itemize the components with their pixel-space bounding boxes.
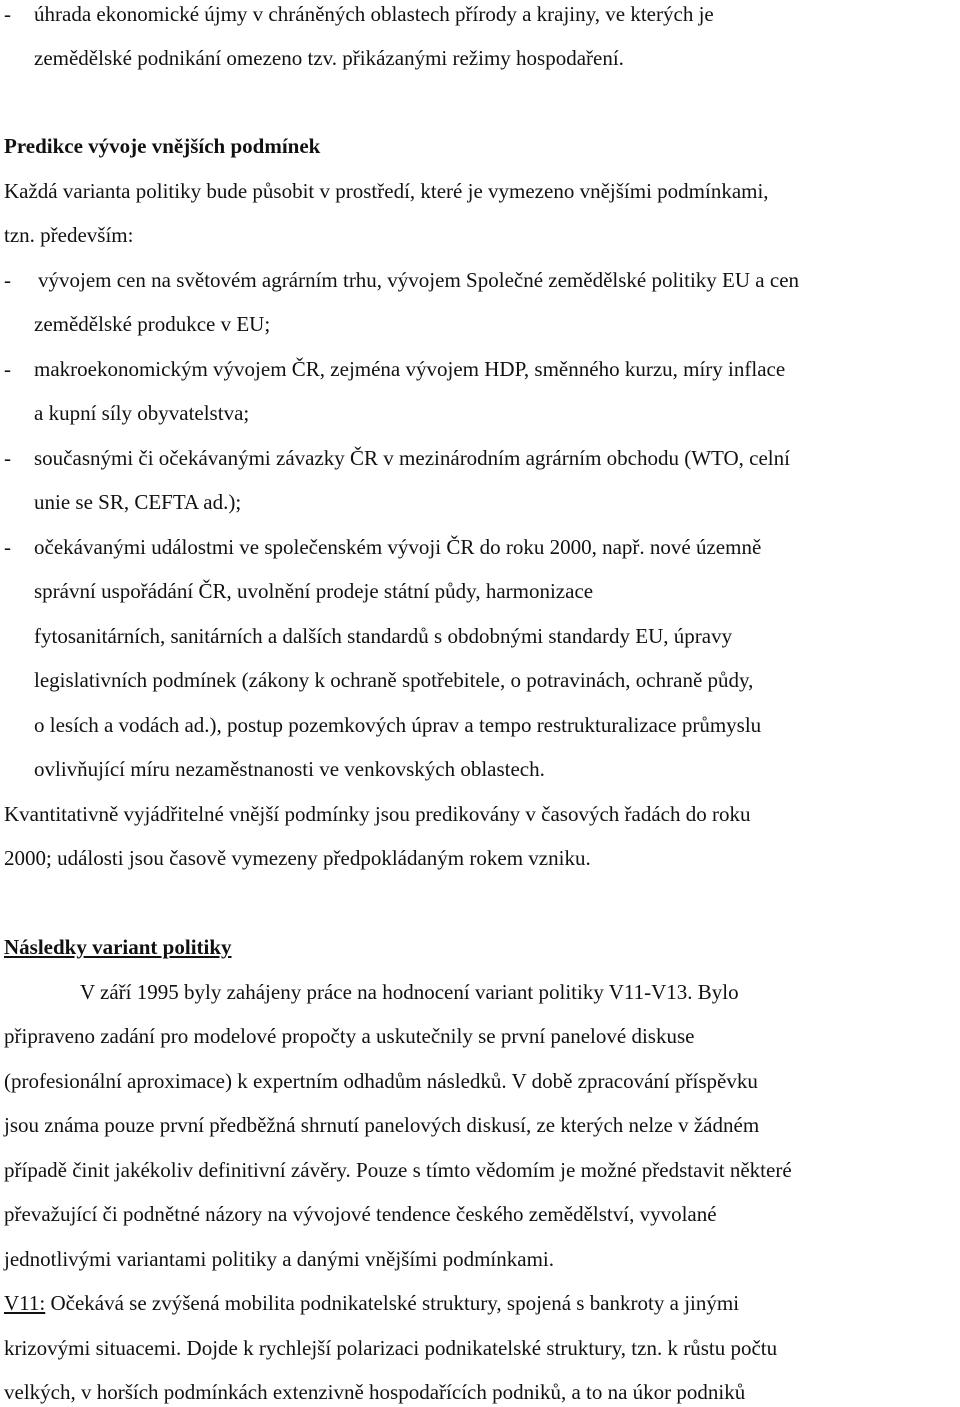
list-item-line: a kupní síly obyvatelstva; xyxy=(34,401,250,425)
paragraph-line: jsou známa pouze první předběžná shrnutí panelových diskusí, ze kterých nelze v žádném xyxy=(4,1113,760,1137)
paragraph-line: jednotlivými variantami politiky a danými vnějšími podmínkami. xyxy=(4,1247,555,1271)
text-line: úhrada ekonomické újmy v chráněných oblastech přírody a krajiny, ve kterých je xyxy=(34,2,714,26)
list-item-line: unie se SR, CEFTA ad.); xyxy=(34,490,242,514)
paragraph-line: krizovými situacemi. Dojde k rychlejší polarizaci podnikatelské struktury, tzn. k růstu počtu xyxy=(4,1336,778,1360)
bullet-dash: - xyxy=(4,446,11,470)
paragraph-line: velkých, v horších podmínkách extenzivně hospodařících podniků, a to na úkor podniků xyxy=(4,1380,746,1404)
text-line: 2000; události jsou časově vymezeny předpokládaným rokem vzniku. xyxy=(4,846,591,870)
text-line: Každá varianta politiky bude působit v prostředí, které je vymezeno vnějšími podmínkami, xyxy=(4,179,769,203)
bullet-dash: - xyxy=(4,357,11,381)
bullet-dash: - xyxy=(4,268,11,292)
section-heading: Následky variant politiky xyxy=(4,935,232,959)
list-item-line: správní uspořádání ČR, uvolnění prodeje státní půdy, harmonizace xyxy=(34,579,594,603)
v11-text: Očekává se zvýšená mobilita podnikatelské struktury, spojená s bankroty a jinými xyxy=(45,1291,740,1315)
text-line: tzn. především: xyxy=(4,223,134,247)
list-item-line: makroekonomickým vývojem ČR, zejména vývojem HDP, směnného kurzu, míry inflace xyxy=(34,357,786,381)
section-heading: Predikce vývoje vnějších podmínek xyxy=(4,134,321,158)
list-item-line: současnými či očekávanými závazky ČR v mezinárodním agrárním obchodu (WTO, celní xyxy=(34,446,790,470)
paragraph-line: (profesionální aproximace) k expertním odhadům následků. V době zpracování příspěvku xyxy=(4,1069,758,1093)
bullet-dash: - xyxy=(4,2,11,26)
paragraph-line: připraveno zadání pro modelové propočty a uskutečnily se první panelové diskuse xyxy=(4,1024,695,1048)
list-item-line: fytosanitárních, sanitárních a dalších standardů s obdobnými standardy EU, úpravy xyxy=(34,624,733,648)
list-item-line: očekávanými událostmi ve společenském vývoji ČR do roku 2000, např. nové územně xyxy=(34,535,762,559)
list-item-line: o lesích a vodách ad.), postup pozemkových úprav a tempo restrukturalizace průmyslu xyxy=(34,713,762,737)
text-line: Kvantitativně vyjádřitelné vnější podmínky jsou predikovány v časových řadách do roku xyxy=(4,802,751,826)
v11-line xyxy=(4,1291,739,1315)
paragraph-line: převažující či podnětné názory na vývojové tendence českého zemědělství, vyvolané xyxy=(4,1202,717,1226)
list-item-line: legislativních podmínek (zákony k ochraně spotřebitele, o potravinách, ochraně půdy, xyxy=(34,668,754,692)
list-item-line: vývojem cen na světovém agrárním trhu, vývojem Společné zemědělské politiky EU a cen xyxy=(38,268,800,292)
text-line: zemědělské podnikání omezeno tzv. přikázanými režimy hospodaření. xyxy=(34,46,624,70)
paragraph-line: případě činit jakékoliv definitivní závěry. Pouze s tímto vědomím je možné představit některé xyxy=(4,1158,792,1182)
v11-label: V11: xyxy=(4,1291,46,1315)
list-item-line: zemědělské produkce v EU; xyxy=(34,312,271,336)
paragraph-line: V září 1995 byly zahájeny práce na hodnocení variant politiky V11-V13. Bylo xyxy=(80,980,739,1004)
bullet-dash: - xyxy=(4,535,11,559)
list-item-line: ovlivňující míru nezaměstnanosti ve venkovských oblastech. xyxy=(34,757,545,781)
